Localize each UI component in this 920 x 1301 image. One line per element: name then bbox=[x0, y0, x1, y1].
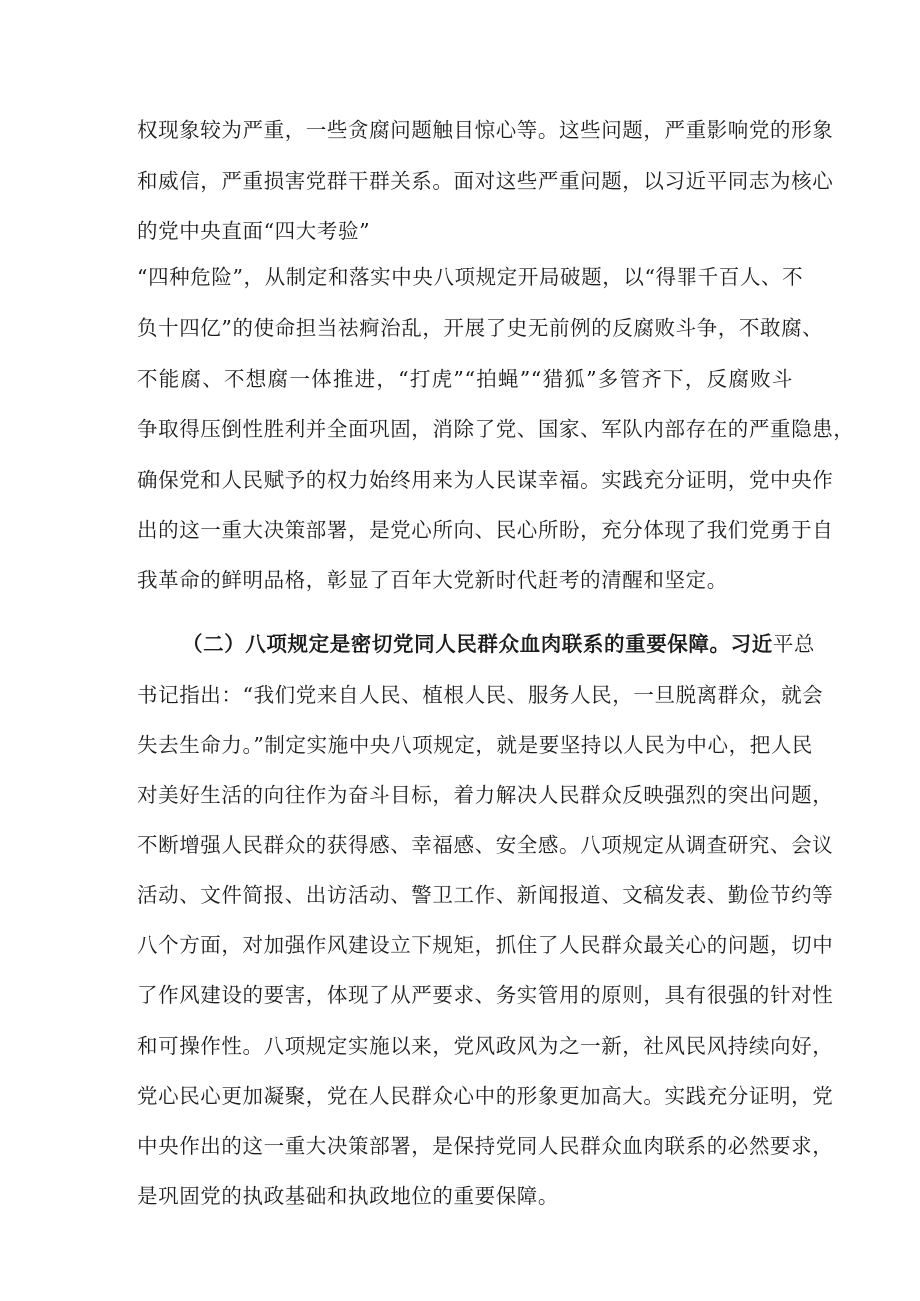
paragraph-line: 不断增强人民群众的获得感、幸福感、安全感。八项规定从调查研究、会议 bbox=[137, 833, 834, 857]
paragraph-line: 争取得压倒性胜利并全面巩固，消除了党、国家、军队内部存在的严重隐患， bbox=[137, 417, 855, 441]
paragraph-line: 和威信，严重损害党群干群关系。面对这些严重问题，以习近平同志为核心 bbox=[137, 169, 834, 193]
paragraph-line: 确保党和人民赋予的权力始终用来为人民谋幸福。实践充分证明，党中央作 bbox=[137, 468, 834, 492]
paragraph-line: “四种危险”，从制定和落实中央八项规定开局破题，以“得罪千百人、不 bbox=[137, 265, 804, 289]
paragraph-line: 书记指出：“我们党来自人民、植根人民、服务人民，一旦脱离群众，就会 bbox=[137, 683, 824, 707]
paragraph-line: 我革命的鲜明品格，彰显了百年大党新时代赶考的清醒和坚定。 bbox=[137, 568, 728, 592]
paragraph-line: 不能腐、不想腐一体推进，“打虎”“拍蝇”“猎狐”多管齐下，反腐败斗 bbox=[137, 367, 793, 391]
paragraph-line: 失去生命力。”制定实施中央八项规定，就是要坚持以人民为中心，把人民 bbox=[137, 733, 814, 757]
paragraph-line: 对美好生活的向往作为奋斗目标，着力解决人民群众反映强烈的突出问题， bbox=[137, 783, 834, 807]
paragraph-line: 和可操作性。八项规定实施以来，党风政风为之一新，社风民风持续向好， bbox=[137, 1034, 834, 1058]
paragraph-line: 出的这一重大决策部署，是党心所向、民心所盼，充分体现了我们党勇于自 bbox=[137, 518, 834, 542]
paragraph-line: 了作风建设的要害，体现了从严要求、务实管用的原则，具有很强的针对性 bbox=[137, 983, 834, 1007]
paragraph-line: 负十四亿”的使命担当祛痾治乱，开展了史无前例的反腐败斗争，不敢腐、 bbox=[137, 316, 824, 340]
paragraph-line: 是巩固党的执政基础和执政地位的重要保障。 bbox=[137, 1184, 559, 1208]
paragraph-line: 权现象较为严重，一些贪腐问题触目惊心等。这些问题，严重影响党的形象 bbox=[137, 118, 834, 142]
paragraph-line: 八个方面，对加强作风建设立下规矩，抓住了人民群众最关心的问题，切中 bbox=[137, 933, 834, 957]
section-heading-line bbox=[182, 629, 816, 659]
paragraph-line: 中央作出的这一重大决策部署，是保持党同人民群众血肉联系的必然要求， bbox=[137, 1134, 834, 1158]
paragraph-line: 活动、文件简报、出访活动、警卫工作、新闻报道、文稿发表、勤俭节约等 bbox=[137, 883, 834, 907]
paragraph-line: 党心民心更加凝聚，党在人民群众心中的形象更加高大。实践充分证明，党 bbox=[137, 1084, 834, 1108]
heading-continuation: 平总 bbox=[772, 632, 816, 656]
section-heading: （二）八项规定是密切党同人民群众血肉联系的重要保障。习近 bbox=[182, 632, 773, 656]
paragraph-line: 的党中央直面“四大考验” bbox=[137, 219, 371, 243]
